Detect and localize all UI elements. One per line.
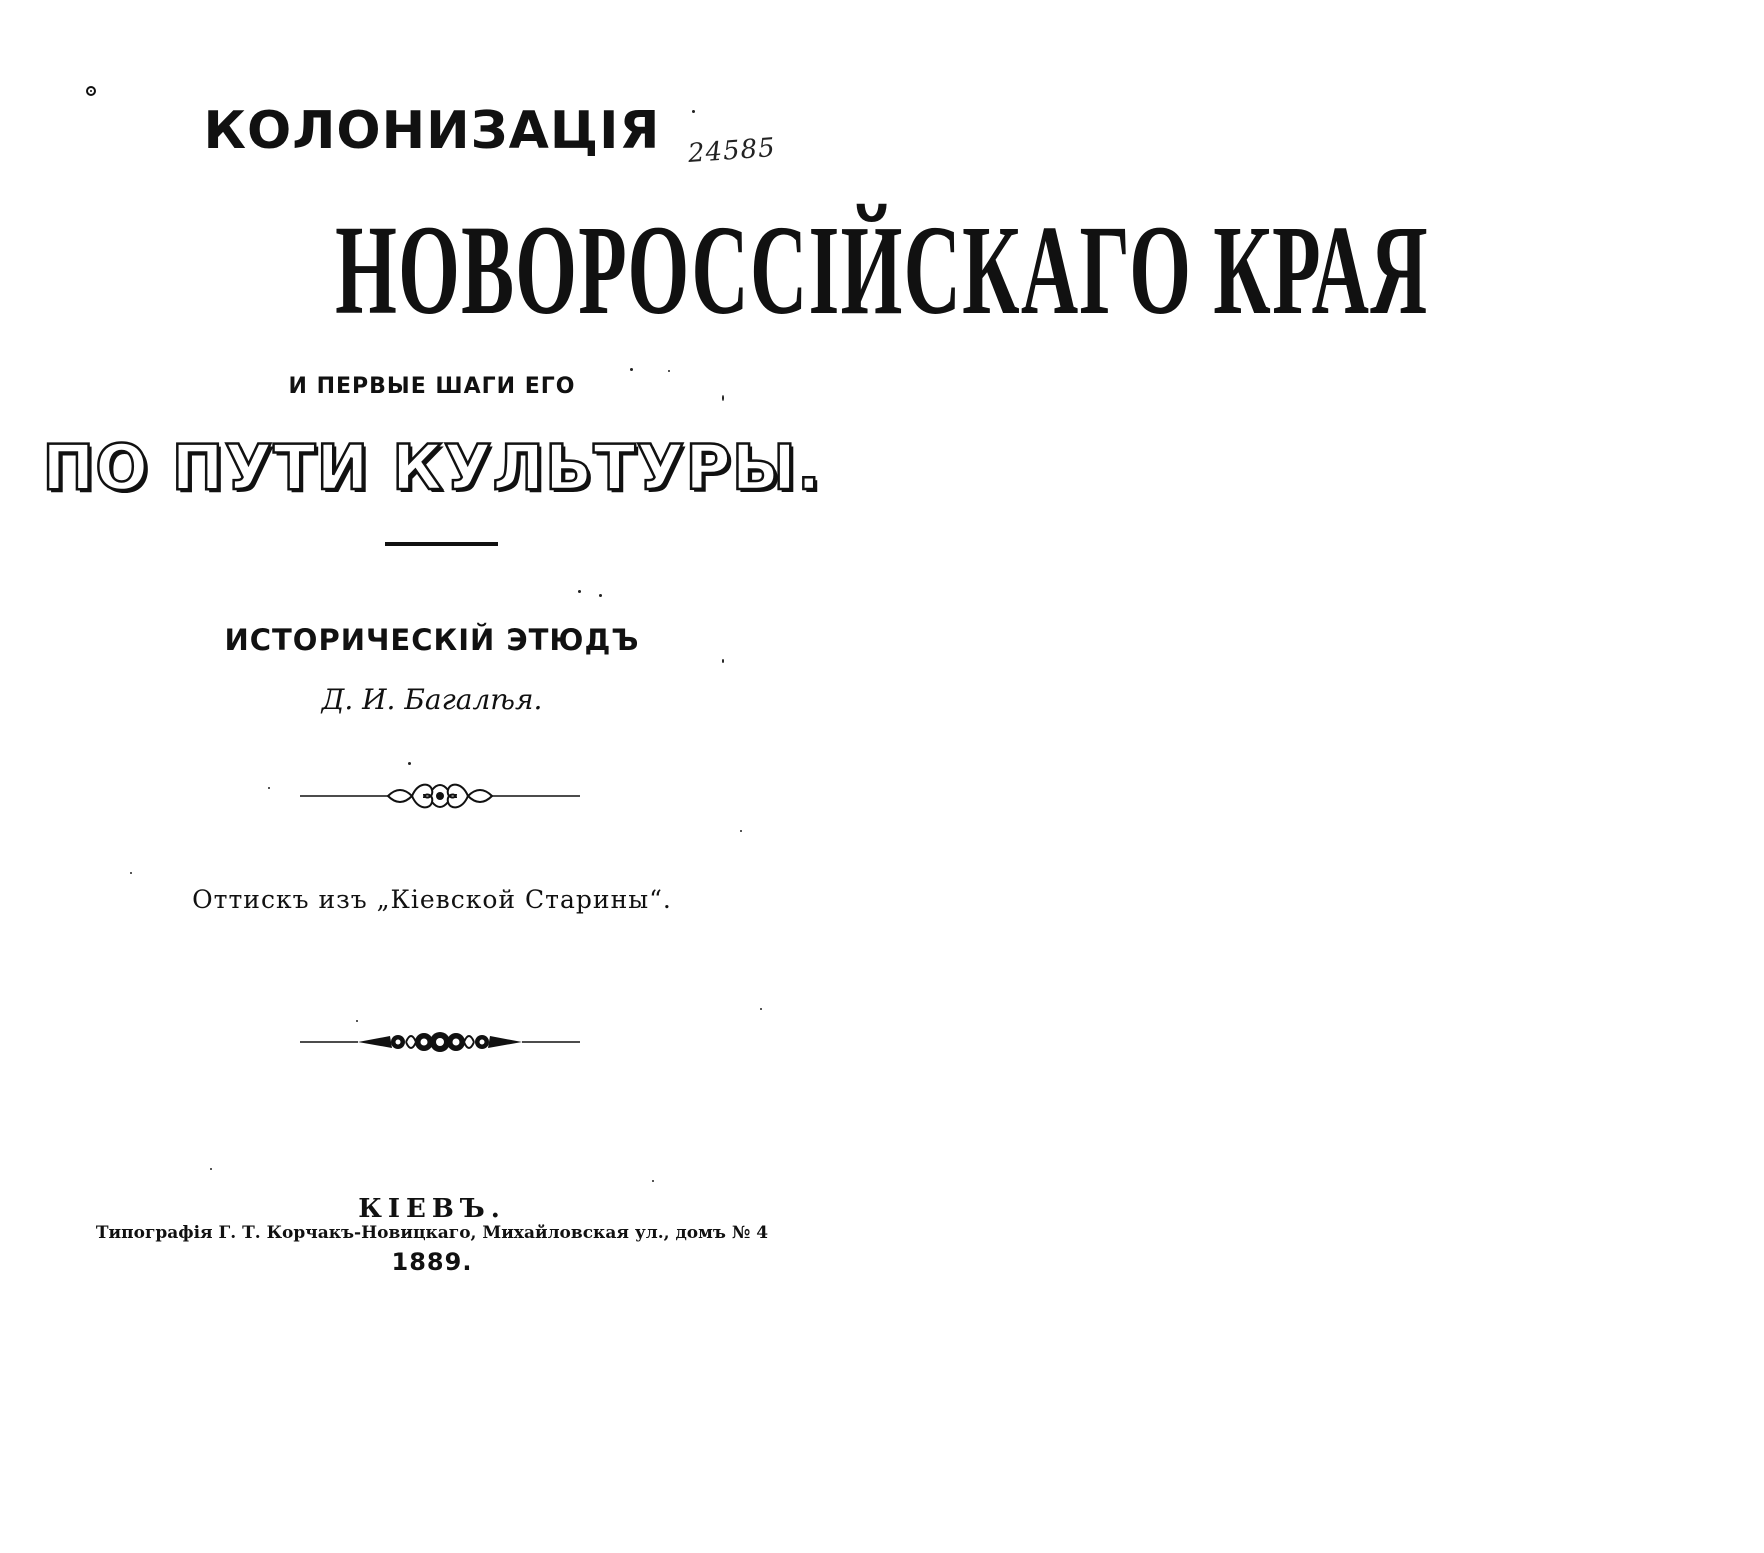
title-line-1: КОЛОНИЗАЦІЯ bbox=[203, 101, 661, 161]
title-line-3: И ПЕРВЫЕ ШАГИ ЕГО bbox=[288, 374, 576, 399]
subtitle: ИСТОРИЧЕСКІЙ ЭТЮДЪ bbox=[224, 623, 640, 657]
paper-speck bbox=[630, 368, 633, 371]
paper-speck bbox=[740, 830, 742, 832]
paper-speck bbox=[130, 872, 132, 874]
paper-speck bbox=[760, 1008, 762, 1010]
paper-speck bbox=[356, 1020, 358, 1022]
paper-speck bbox=[668, 370, 670, 372]
paper-speck bbox=[722, 395, 724, 401]
paper-speck bbox=[408, 762, 411, 765]
title-line-4: ПО ПУТИ КУЛЬТУРЫ. bbox=[42, 431, 822, 504]
author: Д. И. Багалѣя. bbox=[321, 683, 543, 716]
imprint-city: КІЕВЪ. bbox=[358, 1194, 506, 1224]
paper-speck bbox=[692, 110, 695, 113]
paper-speck bbox=[268, 787, 270, 789]
paper-speck bbox=[722, 659, 724, 663]
imprint-year: 1889. bbox=[391, 1248, 473, 1276]
floral-ornament-icon bbox=[300, 776, 580, 816]
title-divider bbox=[385, 542, 498, 546]
circle-marker-icon bbox=[86, 86, 96, 96]
handwritten-shelf-mark: 24585 bbox=[687, 132, 777, 170]
imprint-printer: Типографія Г. Т. Корчакъ-Новицкаго, Михайловская ул., домъ № 4 bbox=[95, 1223, 769, 1243]
paper-speck bbox=[578, 590, 581, 593]
title-line-2-wrap bbox=[0, 199, 1429, 341]
title-line-2: НОВОРОССІЙСКАГО КРАЯ bbox=[335, 199, 1429, 341]
rosette-ornament-icon bbox=[300, 1022, 580, 1062]
offprint-note: Оттискъ изъ „Кіевской Старины“. bbox=[192, 885, 672, 914]
paper-speck bbox=[652, 1180, 654, 1182]
paper-speck bbox=[210, 1168, 212, 1170]
paper-speck bbox=[599, 594, 602, 597]
